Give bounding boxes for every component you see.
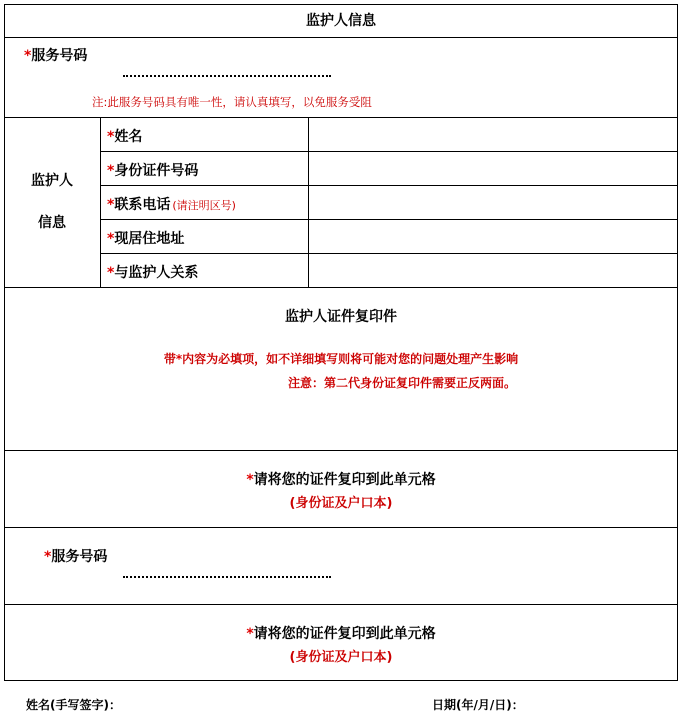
signature-label: 姓名(手写签字)： <box>26 698 121 712</box>
required-star: * <box>107 265 115 281</box>
field-label-text: 姓名 <box>114 129 143 145</box>
required-star: * <box>246 472 254 488</box>
required-star: * <box>107 197 115 213</box>
guardian-group-label <box>4 172 100 232</box>
border-bottom <box>4 680 678 681</box>
copy-box-instruction: 请将您的证件复印到此单元格 <box>253 472 436 488</box>
copy-box-1-line1 <box>4 469 678 489</box>
required-star: * <box>175 352 183 366</box>
date-label: 日期(年/月/日)： <box>432 698 524 712</box>
service-number-row <box>24 45 87 65</box>
required-note-prefix: 带 <box>163 352 176 366</box>
divider-title <box>4 37 678 38</box>
copy-box-2-line1 <box>4 623 678 643</box>
phone-input[interactable] <box>309 186 677 219</box>
phone-hint: (请注明区号) <box>172 199 236 212</box>
required-star: * <box>44 549 52 565</box>
required-star: * <box>107 129 115 145</box>
divider-copy-box-1 <box>4 527 678 528</box>
service-number-label: 服务号码 <box>31 48 88 64</box>
field-label-name <box>107 126 142 146</box>
name-input[interactable] <box>309 118 677 151</box>
border-right <box>677 4 678 680</box>
field-label-relationship <box>107 262 198 282</box>
required-star: * <box>107 231 115 247</box>
divider-service-2 <box>4 604 678 605</box>
copy-box-instruction: 请将您的证件复印到此单元格 <box>253 626 436 642</box>
guardian-group-label-line1: 监护人 <box>31 173 73 189</box>
service-number-label-2: 服务号码 <box>51 549 108 565</box>
divider-copy-notes <box>4 450 678 451</box>
relationship-input[interactable] <box>309 254 677 287</box>
required-star: * <box>24 48 32 64</box>
id-copy-notice: 注意：第二代身份证复印件需要正反两面。 <box>288 376 517 390</box>
required-star: * <box>107 163 115 179</box>
required-fields-note <box>4 350 678 367</box>
service-number-input-2[interactable] <box>123 576 331 578</box>
field-label-phone <box>107 194 236 214</box>
field-label-text: 联系电话 <box>114 197 171 213</box>
id-number-input[interactable] <box>309 152 677 185</box>
guardian-group-label-line2: 信息 <box>38 215 66 231</box>
copy-section-title: 监护人证件复印件 <box>285 309 397 325</box>
field-label-address <box>107 228 184 248</box>
service-number-row-2 <box>44 546 107 566</box>
service-number-note: 注:此服务号码具有唯一性，请认真填写，以免服务受阻 <box>92 95 372 109</box>
copy-box-2-line2: (身份证及户口本) <box>289 650 393 665</box>
field-label-text: 与监护人关系 <box>114 265 199 281</box>
field-label-text: 身份证件号码 <box>114 163 199 179</box>
required-note-text: 内容为必填项，如不详细填写则将可能对您的问题处理产生影响 <box>182 352 519 366</box>
required-star: * <box>246 626 254 642</box>
copy-box-1-line2: (身份证及户口本) <box>289 496 393 511</box>
field-label-text: 现居住地址 <box>114 231 185 247</box>
service-number-input[interactable] <box>123 75 331 77</box>
divider-group-col <box>100 117 101 287</box>
address-input[interactable] <box>309 220 677 253</box>
field-label-id-number <box>107 160 198 180</box>
form-title: 监护人信息 <box>306 13 376 29</box>
border-top <box>4 4 678 5</box>
divider-guardian-end <box>4 287 678 288</box>
border-left <box>4 4 5 680</box>
